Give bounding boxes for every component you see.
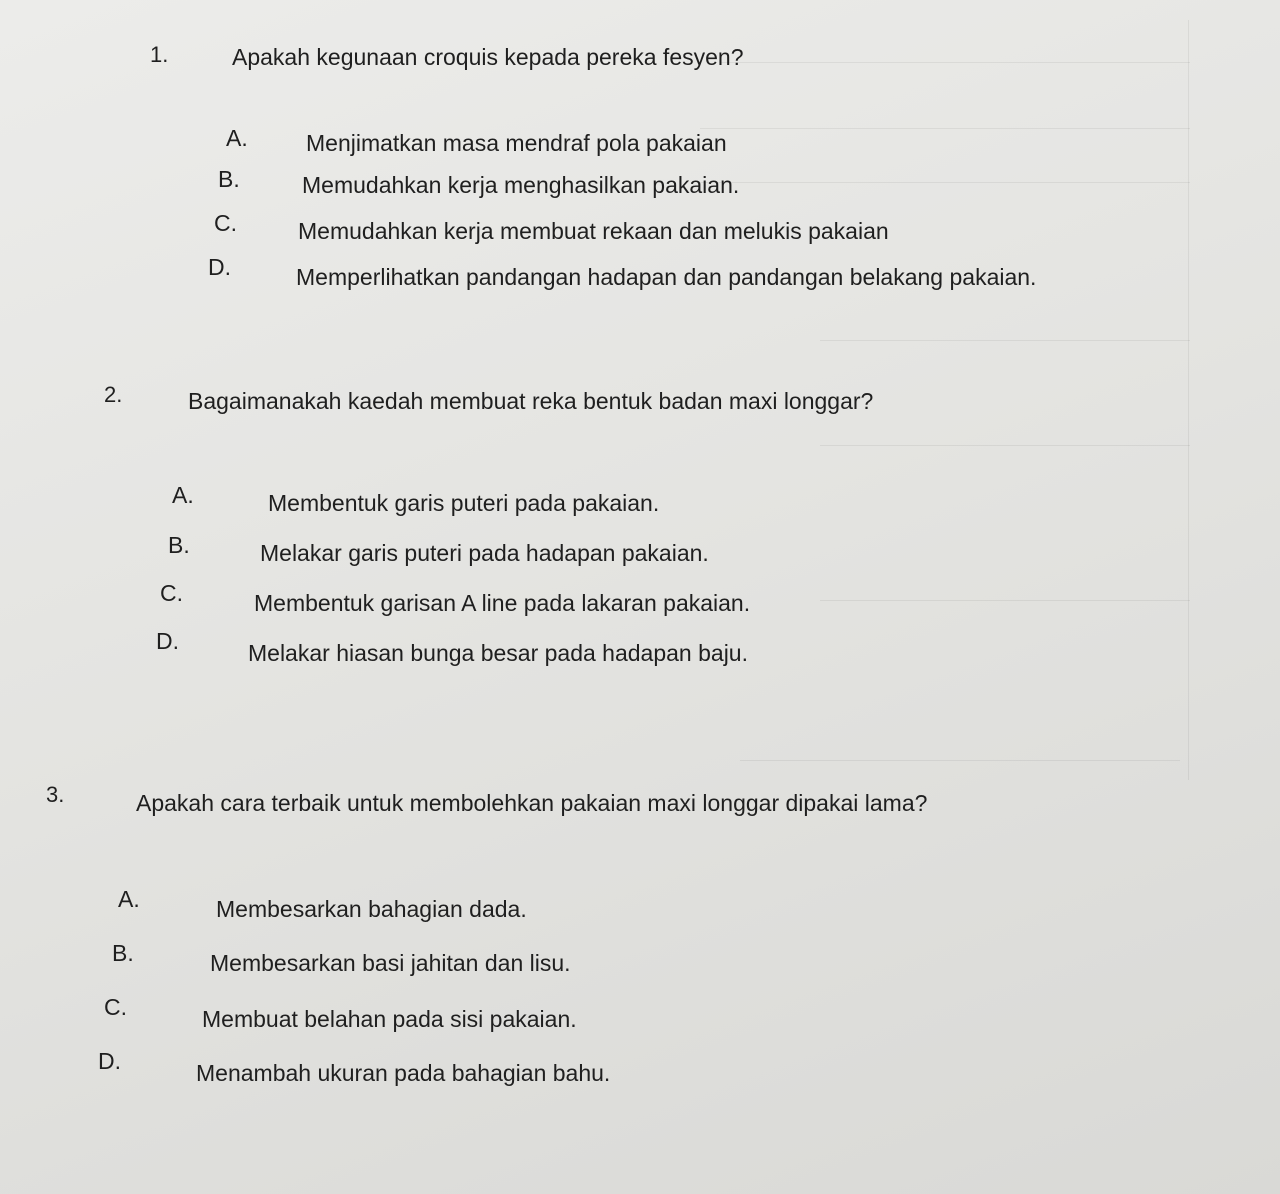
show-through-line — [720, 62, 1190, 63]
option-letter: D. — [208, 254, 231, 280]
option-text: Menambah ukuran pada bahagian bahu. — [196, 1060, 611, 1086]
question-number: 3. — [46, 782, 65, 807]
question-text: Apakah kegunaan croquis kepada pereka fesyen? — [232, 44, 744, 70]
option-text: Membuat belahan pada sisi pakaian. — [202, 1006, 577, 1032]
option-text: Menjimatkan masa mendraf pola pakaian — [306, 130, 727, 156]
option-text: Membentuk garis puteri pada pakaian. — [268, 490, 660, 516]
show-through-line — [820, 445, 1190, 446]
show-through-line — [820, 340, 1190, 341]
show-through-line — [700, 128, 1190, 129]
option-letter: A. — [226, 125, 248, 151]
show-through-line — [1188, 20, 1189, 780]
option-letter: A. — [118, 886, 140, 912]
option-text: Memudahkan kerja menghasilkan pakaian. — [302, 172, 740, 198]
option-letter: D. — [156, 628, 179, 654]
option-letter: B. — [112, 940, 134, 966]
option-letter: A. — [172, 482, 194, 508]
option-text: Memudahkan kerja membuat rekaan dan melukis pakaian — [298, 218, 889, 244]
option-text: Membesarkan bahagian dada. — [216, 896, 527, 922]
question-number: 1. — [150, 42, 169, 67]
option-letter: B. — [168, 532, 190, 558]
option-text: Memperlihatkan pandangan hadapan dan pandangan belakang pakaian. — [296, 264, 1037, 290]
option-text: Membesarkan basi jahitan dan lisu. — [210, 950, 571, 976]
option-letter: B. — [218, 166, 240, 192]
option-letter: D. — [98, 1048, 121, 1074]
question-text: Bagaimanakah kaedah membuat reka bentuk badan maxi longgar? — [188, 388, 874, 414]
option-letter: C. — [104, 994, 127, 1020]
option-text: Melakar garis puteri pada hadapan pakaian. — [260, 540, 709, 566]
question-number: 2. — [104, 382, 123, 407]
option-text: Membentuk garisan A line pada lakaran pakaian. — [254, 590, 751, 616]
show-through-line — [700, 182, 1190, 183]
show-through-line — [740, 760, 1180, 761]
show-through-line — [820, 600, 1190, 601]
option-letter: C. — [214, 210, 237, 236]
option-letter: C. — [160, 580, 183, 606]
option-text: Melakar hiasan bunga besar pada hadapan baju. — [248, 640, 748, 666]
question-text: Apakah cara terbaik untuk membolehkan pakaian maxi longgar dipakai lama? — [136, 790, 928, 816]
